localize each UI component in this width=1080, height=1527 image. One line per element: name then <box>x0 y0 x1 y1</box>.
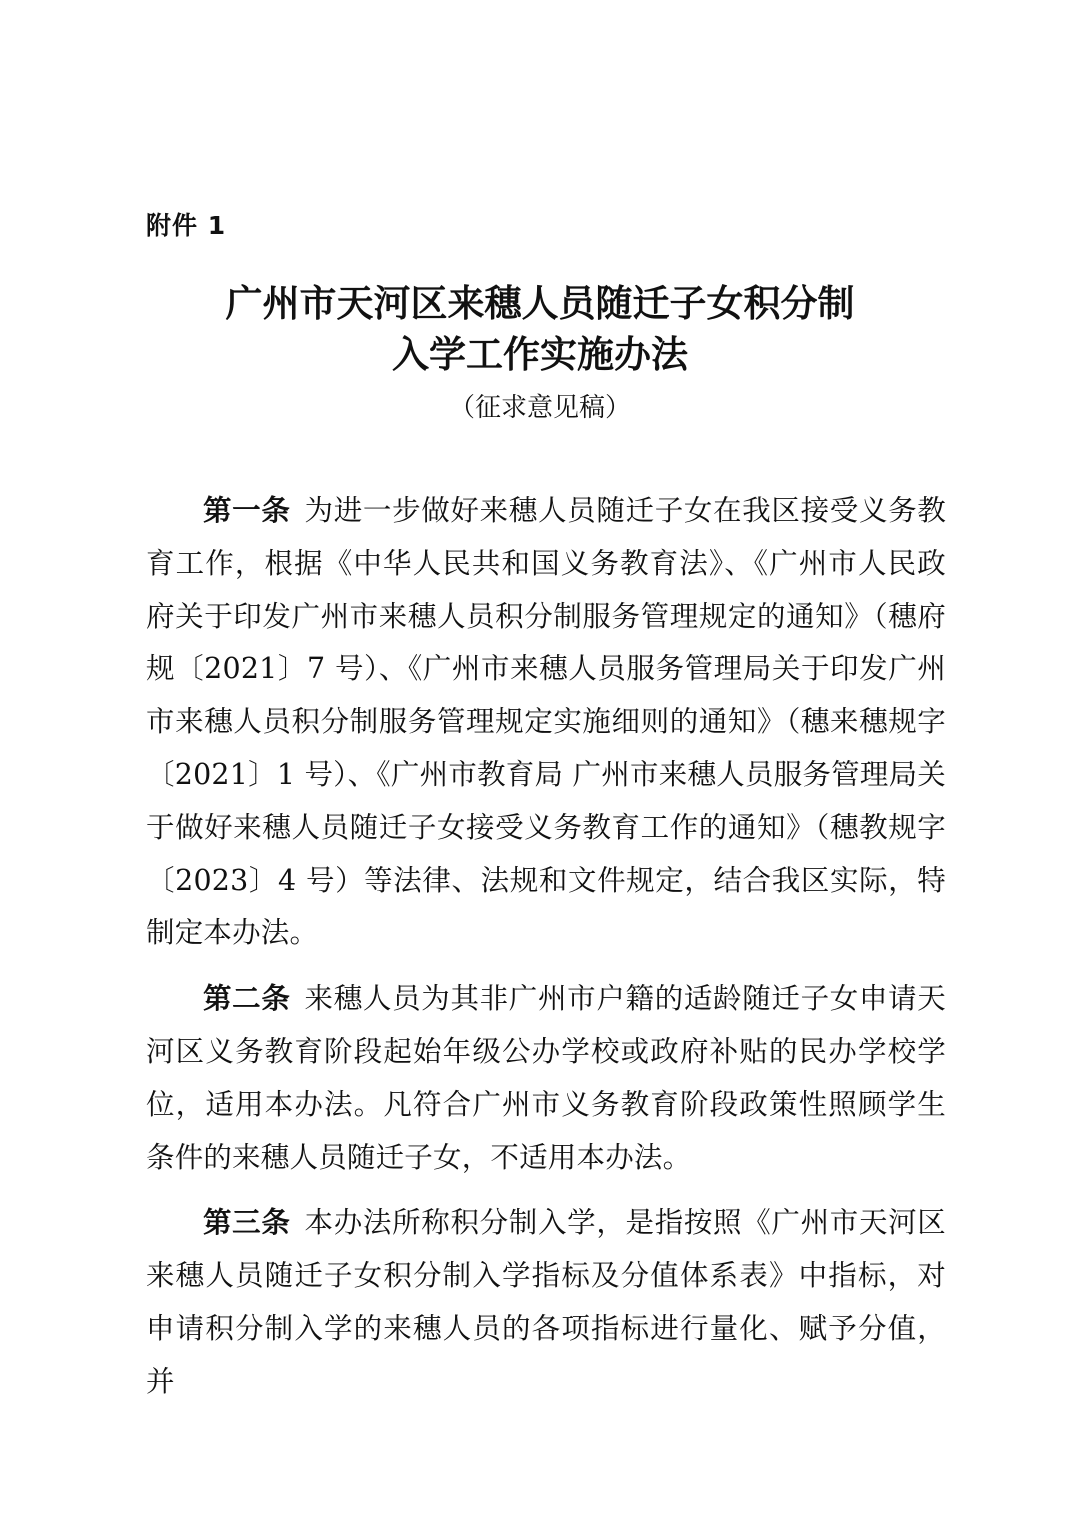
article-2 <box>146 972 946 1184</box>
attachment-label: 附件 1 <box>146 211 227 240</box>
article-number: 第三条 <box>203 1205 291 1240</box>
article-text: 来穗人员为其非广州市户籍的适龄随迁子女申请天河区义务教育阶段起始年级公办学校或政府补贴的民办学校学位，适用本办法。凡符合广州市义务教育阶段政策性照顾学生条件的来穗人员随迁子女，不适用本办法。 <box>146 982 946 1174</box>
document-title-line-1: 广州市天河区来穗人员随迁子女积分制 <box>225 281 855 325</box>
draft-subtitle: （征求意见稿） <box>448 393 631 423</box>
article-text: 本办法所称积分制入学，是指按照《广州市天河区来穗人员随迁子女积分制入学指标及分值体系表》中指标，对申请积分制入学的来穗人员的各项指标进行量化、赋予分值，并 <box>146 1206 946 1398</box>
document-title-line-2: 入学工作实施办法 <box>392 332 688 376</box>
article-number: 第二条 <box>203 981 291 1016</box>
article-1 <box>146 484 946 960</box>
article-number: 第一条 <box>203 493 291 527</box>
document-body <box>146 484 946 1409</box>
article-text: 为进一步做好来穗人员随迁子女在我区接受义务教育工作，根据《中华人民共和国义务教育法》、《广州市人民政府关于印发广州市来穗人员积分制服务管理规定的通知》（穗府规〔2021〕7 号）、《广州市来穗人员服务管理局关于印发广州市来穗人员积分制服务管理规定实施细则的通知》（穗来穗规字〔2021〕1 号）、《广州市教育局 广州市来穗人员服务管理局关于做好来穗人员随迁子女接受义务教育工作的通知》（穗教规字〔2023〕4 号）等法律、法规和文件规定，结合我区实际，特制定本办法。 <box>146 494 946 950</box>
article-3 <box>146 1196 946 1408</box>
